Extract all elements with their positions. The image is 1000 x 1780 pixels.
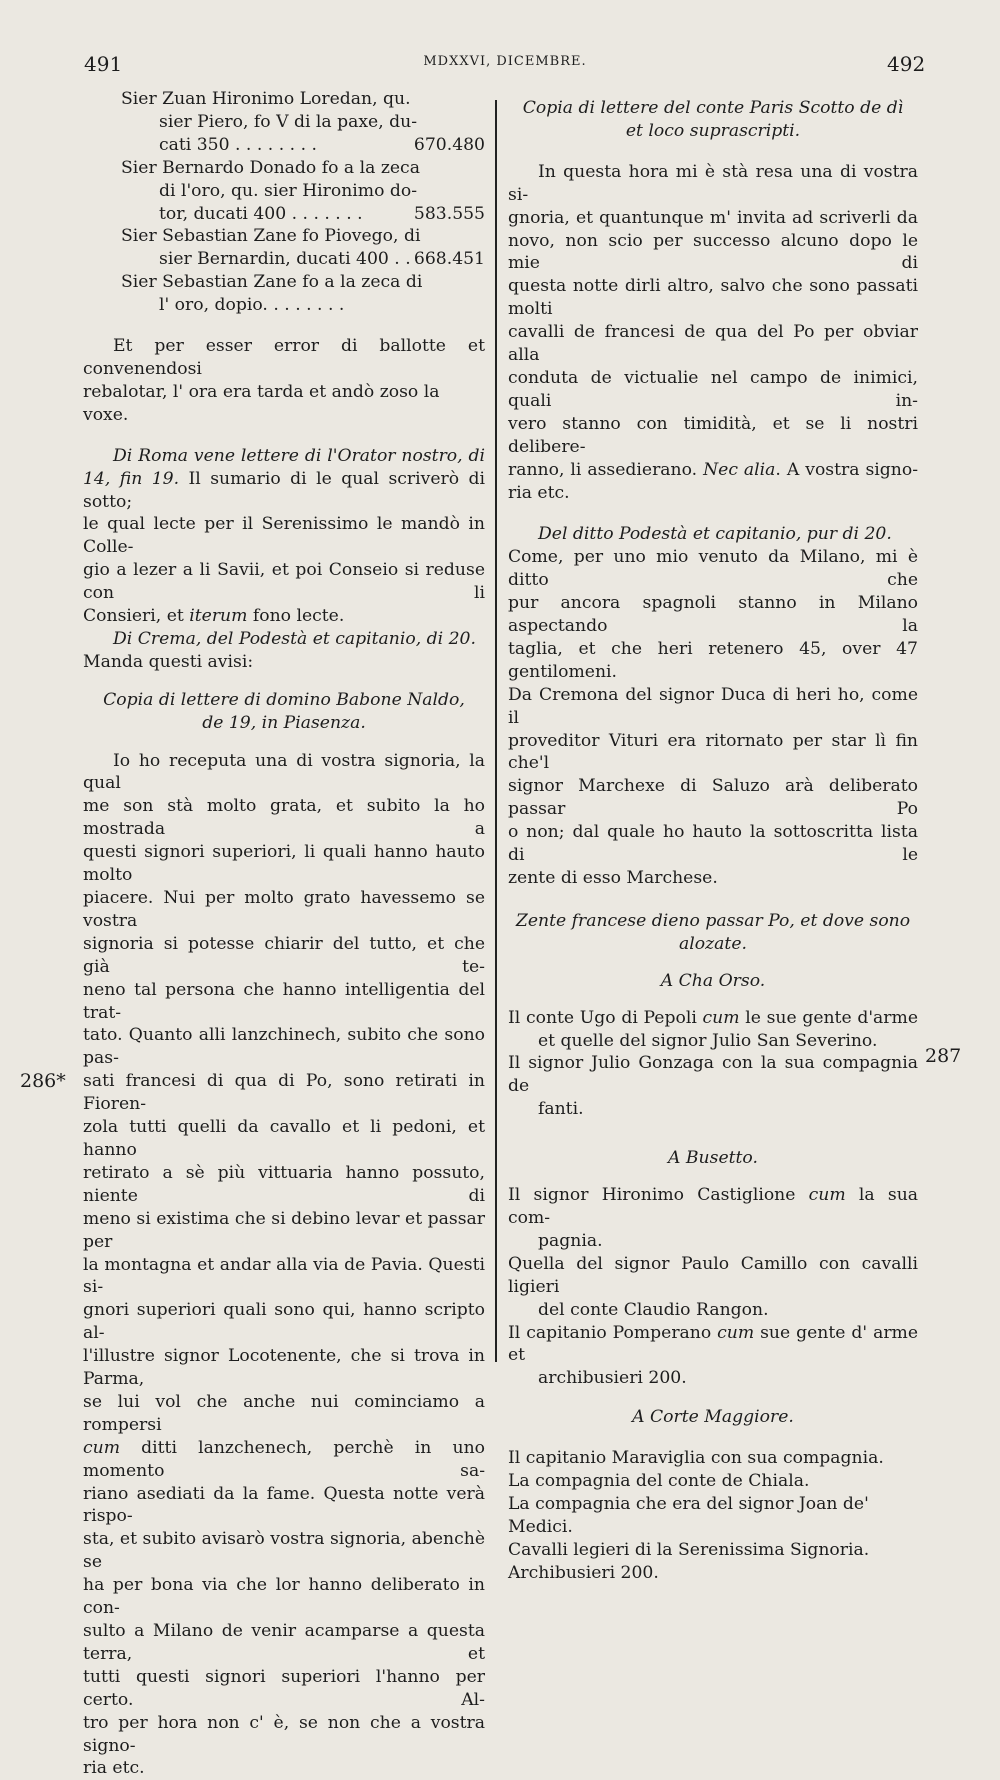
letter-heading: de 19, in Piasenza. — [202, 712, 366, 733]
text-line: retirato a sè più vittuaria hanno possuto, niente di — [83, 1162, 485, 1206]
italic-span: cum — [808, 1185, 846, 1206]
page-number-right: 492 — [887, 52, 926, 76]
ballot-entry — [83, 88, 485, 157]
vote-amount: 670.480 — [413, 134, 485, 155]
list-item: Archibusieri 200. — [508, 1562, 659, 1583]
entry-line: cati 350 . . . . . . . . — [159, 134, 317, 155]
place-heading: A Corte Maggiore. — [632, 1407, 794, 1428]
entry-line: sier Piero, fo V di la paxe, du- — [159, 111, 418, 132]
text-line: ria etc. — [83, 1758, 145, 1779]
text-span: Il capitanio Pomperano — [508, 1322, 718, 1343]
vote-amount: 583.555 — [413, 203, 485, 224]
text-line — [83, 468, 485, 514]
entry-line: tor, ducati 400 . . . . . . . — [159, 203, 363, 224]
text-line: questi signori superiori, li quali hanno hauto molto — [83, 842, 485, 886]
text-span: Il signor Hironimo Castiglione — [508, 1185, 809, 1206]
text-line: zola tutti quelli da cavallo et li pedoni, et hanno — [83, 1117, 485, 1160]
entry-line: Sier Sebastian Zane fo a la zeca di — [121, 272, 423, 293]
text-line — [508, 1184, 918, 1230]
text-line — [83, 605, 485, 628]
place-heading: A Cha Orso. — [660, 970, 766, 991]
text-line: piacere. Nui per molto grato havessemo se vostra — [83, 888, 485, 931]
text-span: ranno, li assedierano. — [508, 459, 704, 480]
text-line: questa notte dirli altro, salvo che sono passati molti — [508, 276, 918, 320]
right-column — [508, 97, 918, 1585]
text-line: gnoria, et quantunque m' invita ad scriverli da — [508, 207, 918, 228]
text-line: gnori superiori quali sono qui, hanno scripto al- — [83, 1300, 485, 1344]
text-line: Et per esser error di ballotte et convenendosi — [83, 336, 485, 379]
text-line — [508, 1322, 918, 1368]
text-line: proveditor Vituri era ritornato per star lì fin che'l — [508, 730, 918, 774]
text-span: Il sumario di le qual scriverò di sotto; — [83, 468, 485, 512]
place-heading: A Busetto. — [668, 1148, 758, 1169]
text-line: fanti. — [538, 1099, 584, 1120]
text-line: neno tal persona che hanno intelligentia del trat- — [83, 979, 485, 1023]
text-span: Consieri, et — [83, 606, 190, 627]
text-line: tro per hora non c' è, se non che a vostra signo- — [83, 1712, 485, 1756]
list-item: La compagnia del conte de Chiala. — [508, 1471, 810, 1492]
section-heading: Di Crema, del Podestà et capitanio, di 20. — [113, 628, 476, 649]
text-span: Il conte Ugo di Pepoli — [508, 1007, 703, 1028]
page-number-left: 491 — [84, 52, 123, 76]
text-line: signor Marchexe di Saluzo arà deliberato passar Po — [508, 776, 918, 820]
entry-line: Sier Bernardo Donado fo a la zeca — [121, 157, 420, 178]
column-divider — [495, 100, 497, 1362]
italic-span: cum — [717, 1322, 755, 1343]
entry-amount-line — [121, 203, 485, 226]
vote-amount: 668.451 — [413, 249, 485, 270]
text-line: archibusieri 200. — [538, 1368, 687, 1389]
text-line: tato. Quanto alli lanzchinech, subito che sono pas- — [83, 1025, 485, 1069]
text-line: Il signor Julio Gonzaga con la sua compagnia de — [508, 1053, 918, 1097]
text-line: del conte Claudio Rangon. — [538, 1299, 769, 1320]
text-line: o non; dal quale ho hauto la sottoscritta lista di le — [508, 822, 918, 866]
text-span: fono lecte. — [247, 606, 345, 627]
text-line: Di Roma vene lettere di l'Orator nostro, di — [113, 445, 485, 466]
text-line: ha per bona via che lor hanno deliberato in con- — [83, 1575, 485, 1619]
italic-span: Nec alia — [703, 459, 776, 480]
text-line: zente di esso Marchese. — [508, 868, 718, 888]
letter-heading: Copia di lettere di domino Babone Naldo, — [103, 689, 465, 710]
text-line: l'illustre signor Locotenente, che si trova in Parma, — [83, 1346, 485, 1390]
entry-line: di l'oro, qu. sier Hironimo do- — [159, 180, 418, 201]
text-line: novo, non scio per successo alcuno dopo le mie di — [508, 230, 918, 274]
text-line: signoria si potesse chiarir del tutto, et che già te- — [83, 933, 485, 977]
text-line: sta, et subito avisarò vostra signoria, abenchè se — [83, 1529, 485, 1573]
section-heading: Del ditto Podestà et capitanio, pur di 20. — [538, 524, 892, 545]
text-line: tutti questi signori superiori l'hanno per certo. Al- — [83, 1666, 485, 1710]
text-line: In questa hora mi è stà resa una di vostra si- — [508, 161, 918, 205]
text-line — [508, 1007, 918, 1030]
text-span: ditti lanzchenech, perchè in uno momento sa- — [83, 1437, 485, 1481]
letter-heading: et loco suprascripti. — [625, 120, 801, 141]
text-span: sue gente d' arme et — [508, 1322, 918, 1366]
text-span: la sua com- — [508, 1185, 919, 1228]
letter-heading: Copia di lettere del conte Paris Scotto de dì — [522, 98, 904, 118]
text-line: conduta de victualie nel campo de inimici, quali in- — [508, 367, 918, 411]
text-line: Manda questi avisi: — [83, 651, 254, 672]
text-line: Io ho receputa una di vostra signoria, la qual — [83, 750, 485, 794]
entry-line: Sier Zuan Hironimo Loredan, qu. — [121, 89, 411, 109]
text-line: rebalotar, l' ora era tarda et andò zoso la voxe. — [83, 381, 440, 425]
entry-amount-line — [121, 248, 485, 271]
margin-mark-right: 287 — [925, 1045, 962, 1067]
entry-line: sier Bernardin, ducati 400 . . — [159, 249, 411, 270]
text-line — [83, 1437, 485, 1483]
text-line: Quella del signor Paulo Camillo con cavalli ligieri — [508, 1253, 918, 1297]
italic-span: iterum — [189, 606, 248, 627]
entry-line: l' oro, dopio. . . . . . . . — [159, 295, 345, 316]
italic-span: 14, fin 19. — [83, 468, 180, 489]
list-item: La compagnia che era del signor Joan de' Medici. — [508, 1493, 869, 1537]
text-line — [508, 459, 918, 482]
text-line: sati francesi di qua di Po, sono retirati in Fioren- — [83, 1071, 485, 1115]
text-line: pur ancora spagnoli stanno in Milano aspectando la — [508, 593, 918, 637]
section-heading: Zente francese dieno passar Po, et dove sono — [515, 910, 911, 931]
text-line: Da Cremona del signor Duca di heri ho, come il — [508, 684, 918, 728]
text-line: gio a lezer a li Savii, et poi Conseio si reduse con li — [83, 560, 485, 604]
text-line: Come, per uno mio venuto da Milano, mi è ditto che — [508, 547, 918, 591]
running-title: MDXXVI, DICEMBRE. — [423, 54, 587, 69]
italic-span: cum — [702, 1007, 740, 1028]
list-item: Il capitanio Maraviglia con sua compagnia. — [508, 1448, 884, 1469]
ballot-entry — [83, 157, 485, 226]
ballot-entry — [83, 271, 485, 317]
margin-mark-left: 286* — [20, 1070, 66, 1092]
text-line: le qual lecte per il Serenissimo le mandò in Colle- — [83, 514, 485, 558]
text-line: se lui vol che anche nui cominciamo a rompersi — [83, 1391, 485, 1435]
text-line: la montagna et andar alla via de Pavia. Questi si- — [83, 1254, 485, 1298]
text-line: ria etc. — [508, 482, 570, 503]
text-line: taglia, et che heri retenero 45, over 47 gentilomeni. — [508, 638, 918, 682]
text-line: vero stanno con timidità, et se li nostri delibere- — [508, 413, 918, 457]
entry-amount-line — [121, 134, 485, 157]
list-item: Cavalli legieri di la Serenissima Signoria. — [508, 1539, 870, 1560]
text-line: sulto a Milano de venir acamparse a questa terra, et — [83, 1621, 485, 1664]
text-line: et quelle del signor Julio San Severino. — [538, 1030, 878, 1051]
text-span: le sue gente d'arme — [739, 1007, 918, 1028]
entry-line: Sier Sebastian Zane fo Piovego, di — [121, 226, 421, 247]
italic-span: cum — [83, 1437, 120, 1458]
section-heading: alozate. — [679, 933, 747, 954]
text-line: me son stà molto grata, et subito la ho mostrada a — [83, 796, 485, 840]
text-line: cavalli de francesi de qua del Po per obviar alla — [508, 322, 918, 366]
text-line: riano asediati da la fame. Questa notte verà rispo- — [83, 1483, 485, 1527]
left-column — [83, 88, 485, 1780]
text-line: meno si existima che si debino levar et passar per — [83, 1208, 485, 1252]
ballot-entry — [83, 225, 485, 271]
text-line: pagnia. — [538, 1230, 603, 1251]
text-span: . A vostra signo- — [775, 459, 919, 480]
